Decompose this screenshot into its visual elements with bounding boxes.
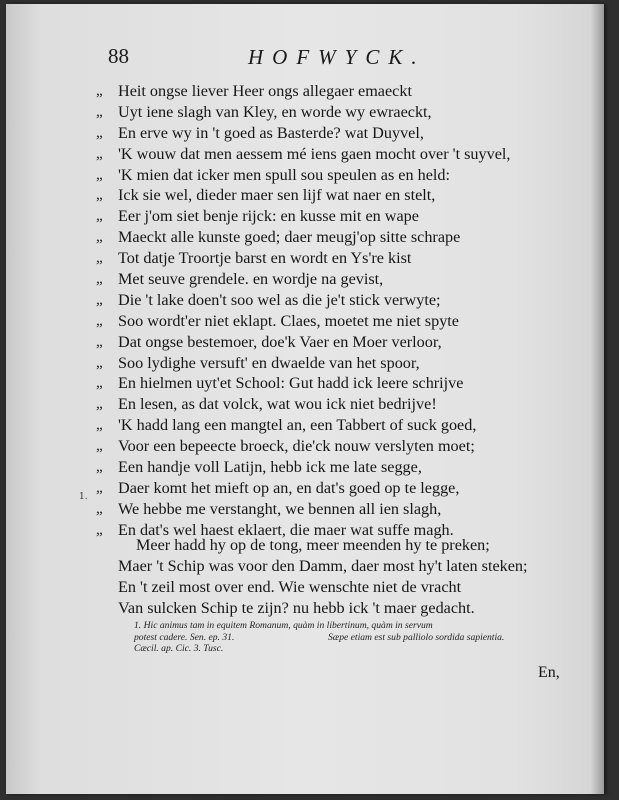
footnote-text: Sæpe etiam est sub palliolo sordida sapientia. [328,631,505,643]
verse-line [96,248,576,269]
verse-line [96,81,576,102]
quote-mark: „ [96,479,103,496]
quote-mark: „ [96,375,103,392]
footnote-text: 1. Hic animus tam in equitem Romanum, quàm in libertinum, quàm in servum [134,620,433,631]
footnote-line [134,632,584,644]
verse-line [96,478,576,499]
quote-mark: „ [96,438,103,455]
verse-line-text: Met seuve grendele. en wordje na gevist, [118,270,384,289]
catchword: En, [538,664,560,681]
quote-mark: „ [96,103,103,120]
book-page [6,4,604,794]
footnote [134,620,584,655]
verse-line-text: En lesen, as dat volck, wat wou ick niet bedrijve! [118,395,437,414]
verse-block [96,81,576,541]
footnote-line [134,620,584,632]
verse-line-text: Uyt iene slagh van Kley, en worde wy ewraeckt, [118,102,432,121]
verse-line-text: En hielmen uyt'et School: Gut hadd ick leere schrijve [118,374,464,393]
prose-block [118,535,588,619]
verse-line-text: En dat's wel haest eklaert, die maer wat suffe magh. [118,520,454,539]
verse-line-text: Heit ongse liever Heer ongs allegaer emaeckt [118,82,412,100]
quote-mark: „ [96,291,103,308]
quote-mark: „ [96,500,103,517]
verse-line-text: Dat ongse bestemoer, doe'k Vaer en Moer verloor, [118,332,442,351]
quote-mark: „ [96,354,103,371]
quote-mark: „ [96,271,103,288]
verse-line-text: Die 't lake doen't soo wel as die je't stick verwyte; [118,290,441,309]
footnote-text: potest cadere. Sen. ep. 31. [134,631,235,643]
footnote-text: Cæcil. ap. Cic. 3. Tusc. [134,643,224,654]
quote-mark: „ [96,459,103,476]
verse-line [96,269,576,290]
verse-line [96,415,576,436]
verse-line-text: Maeckt alle kunste goed; daer meugj'op sitte schrape [118,228,461,247]
verse-line [96,123,576,144]
page-number: 88 [108,44,129,68]
quote-mark: „ [96,417,103,434]
verse-line [96,353,576,374]
verse-line-text: Eer j'om siet benje rijck: en kusse mit en wape [118,207,419,226]
verse-line-text: Voor een bepeecte broeck, die'ck nouw verslyten moet; [118,437,475,456]
quote-mark: „ [96,83,103,99]
verse-line-text: Soo lydighe versuft' en dwaelde van het spoor, [118,353,420,372]
prose-line: En 't zeil most over end. Wie wenschte niet de vracht [118,578,462,596]
quote-mark: „ [96,187,103,204]
verse-line [96,311,576,332]
prose-line: Maer 't Schip was voor den Damm, daer most hy't laten steken; [118,557,528,575]
quote-mark: „ [96,145,103,162]
verse-line-text: We hebbe me verstanght, we bennen all ien slagh, [118,499,442,518]
verse-line [96,102,576,123]
verse-line-text: En erve wy in 't goed as Basterde? wat Duyvel, [118,123,424,142]
verse-line-text: Ick sie wel, dieder maer sen lijf wat naer en stelt, [118,186,436,205]
verse-line-text: Een handje voll Latijn, hebb ick me late segge, [118,458,422,477]
footnote-line [134,643,584,655]
prose-line: Meer hadd hy op de tong, meer meenden hy te preken; [136,536,490,554]
quote-mark: „ [96,312,103,329]
verse-line [96,332,576,353]
verse-line [96,165,576,186]
verse-line-text: Soo wordt'er niet eklapt. Claes, moetet me niet spyte [118,311,459,330]
verse-line [96,290,576,311]
prose-line: Van sulcken Schip te zijn? nu hebb ick 't maer gedacht. [118,599,475,617]
verse-line-text: Daer komt het mieft op an, en dat's goed op te legge, [118,478,460,497]
running-title: HOFWYCK. [248,45,426,69]
quote-mark: „ [96,521,103,538]
quote-mark: „ [96,166,103,183]
page-header [108,44,538,74]
verse-line [96,499,576,520]
verse-line-text: 'K hadd lang een mangtel an, een Tabbert of suck goed, [118,416,477,435]
margin-note-mark: 1. [79,492,88,502]
verse-line-text: 'K wouw dat men aessem mé iens gaen mocht over 't suyvel, [118,144,511,163]
verse-line [96,436,576,457]
quote-mark: „ [96,124,103,141]
quote-mark: „ [96,229,103,246]
verse-line [96,457,576,478]
quote-mark: „ [96,208,103,225]
verse-line [96,185,576,206]
verse-line [96,373,576,394]
quote-mark: „ [96,396,103,413]
verse-line [96,227,576,248]
verse-line [96,394,576,415]
verse-line [96,206,576,227]
verse-line-text: 'K mien dat icker men spull sou speulen as en held: [118,165,450,184]
verse-line-text: Tot datje Troortje barst en wordt en Ys're kist [118,249,412,268]
quote-mark: „ [96,250,103,267]
quote-mark: „ [96,333,103,350]
verse-line [96,144,576,165]
page-gutter [590,4,604,794]
